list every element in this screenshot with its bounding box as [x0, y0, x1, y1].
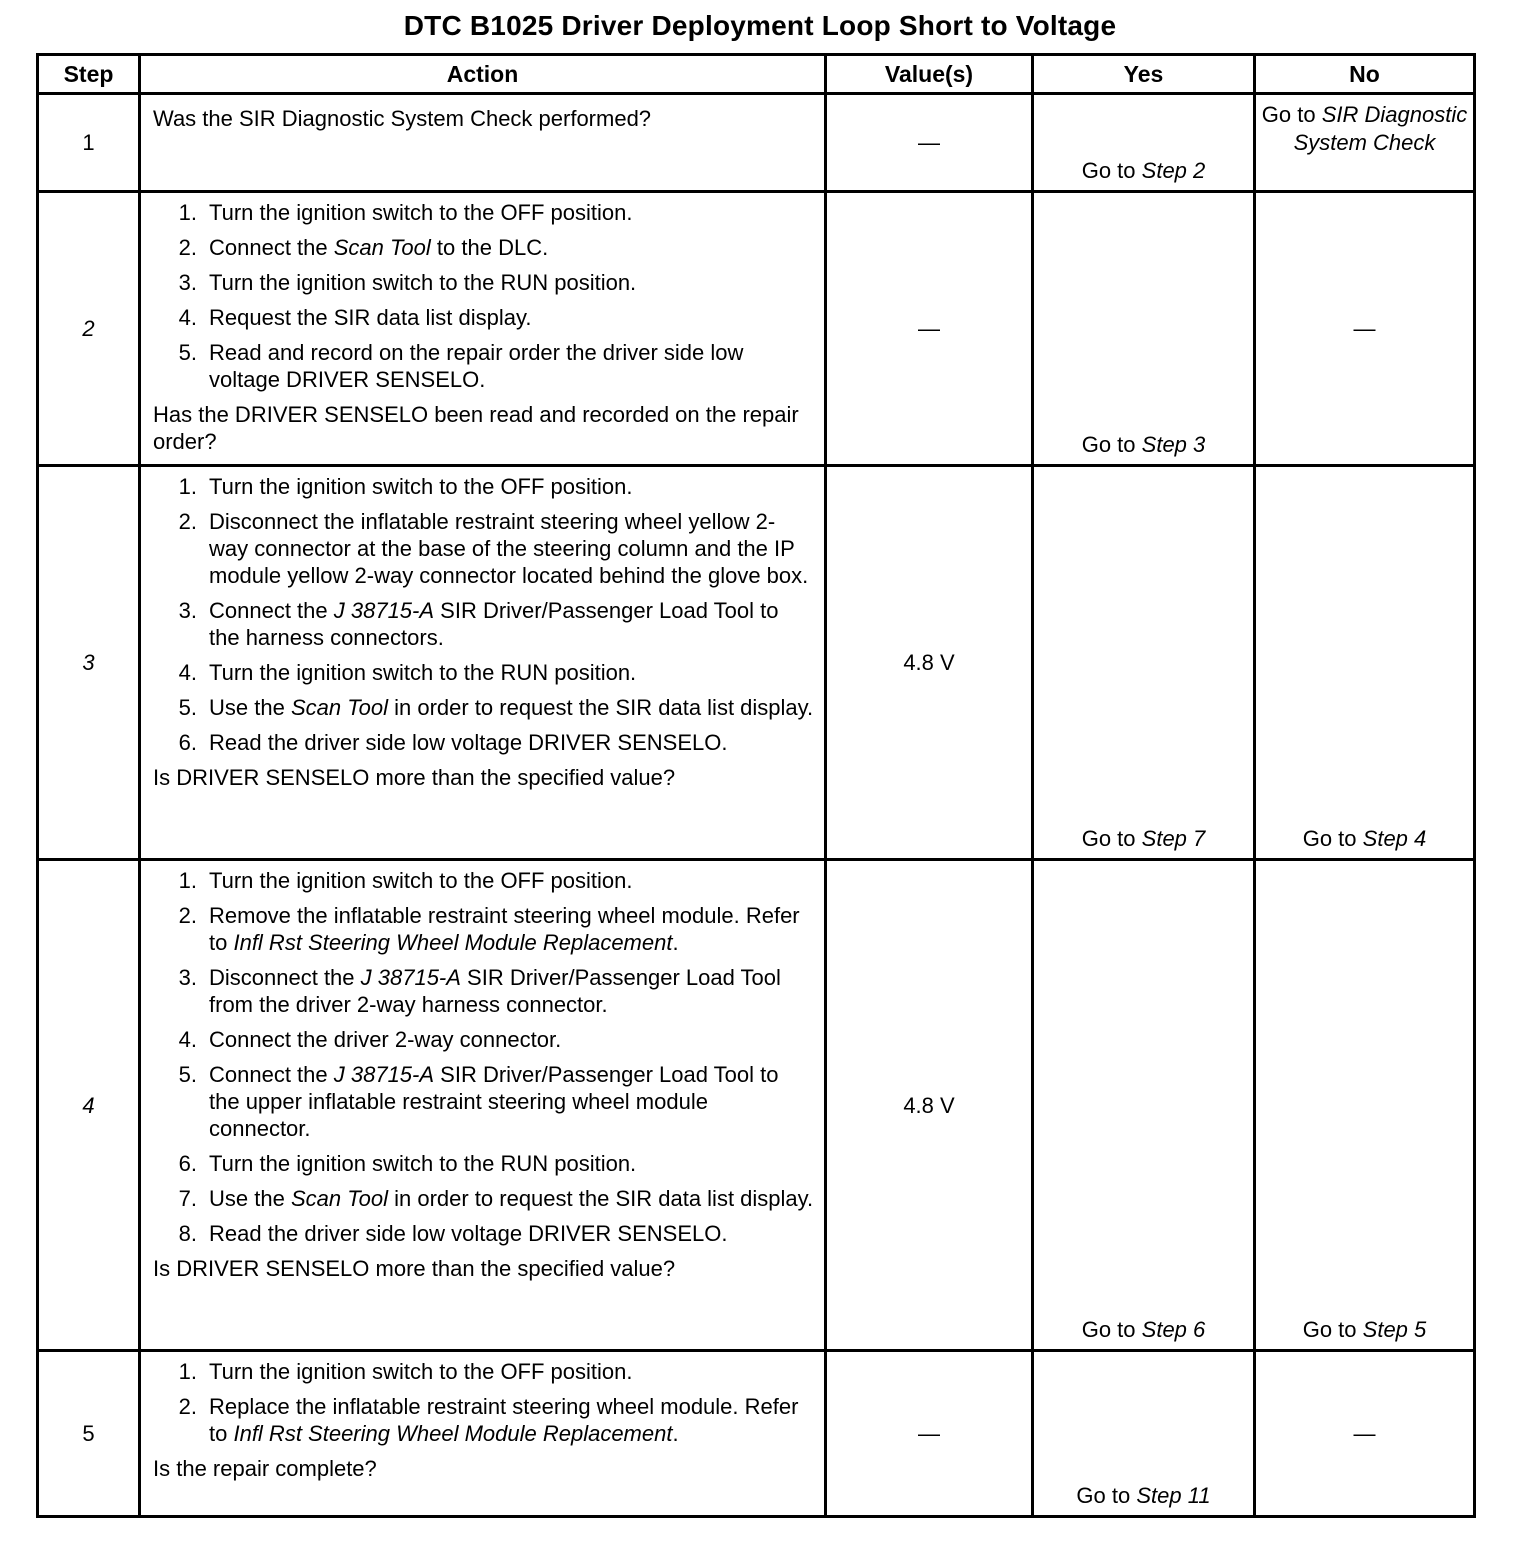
header-action: Action [140, 55, 826, 94]
yes-goto[interactable] [1082, 826, 1206, 851]
value-cell: — [826, 192, 1033, 466]
item-number: 3. [178, 598, 197, 623]
item-text: Read and record on the repair order the driver side low voltage DRIVER SENSELO. [209, 340, 744, 392]
table-row [38, 94, 1475, 192]
item-number: 1. [178, 474, 197, 499]
list-item [153, 1220, 814, 1247]
header-step: Step [38, 55, 140, 94]
no-goto[interactable] [1303, 1317, 1427, 1342]
item-text: Turn the ignition switch to the OFF position. [209, 200, 633, 225]
item-text: Turn the ignition switch to the RUN position. [209, 660, 637, 685]
yes-cell [1033, 860, 1255, 1351]
no-cell [1255, 860, 1475, 1351]
list-item [153, 1393, 814, 1447]
list-item [153, 339, 814, 393]
header-row [38, 55, 1475, 94]
list-item [153, 1358, 814, 1385]
goto-prefix: Go to [1081, 432, 1136, 457]
header-values: Value(s) [826, 55, 1033, 94]
item-number: 3. [178, 965, 197, 990]
list-item [153, 902, 814, 956]
item-text: Disconnect the inflatable restraint steering wheel yellow 2-way connector at the base of the steering column and the IP module yellow 2-way connector located behind the glove box. [209, 509, 809, 588]
yes-cell [1033, 466, 1255, 860]
item-number: 2. [178, 903, 197, 928]
list-item [153, 867, 814, 894]
item-number: 4. [178, 660, 197, 685]
value-cell: 4.8 V [826, 466, 1033, 860]
step-number: 5 [38, 1351, 140, 1517]
item-number: 2. [178, 1394, 197, 1419]
list-item [153, 508, 814, 589]
action-question: Has the DRIVER SENSELO been read and recorded on the repair order? [153, 402, 799, 454]
item-number: 1. [178, 200, 197, 225]
goto-prefix: Go to [1081, 158, 1136, 183]
diagnostic-table [36, 53, 1476, 1518]
goto-target: Step 5 [1362, 1317, 1427, 1342]
goto-prefix: Go to [1081, 826, 1136, 851]
action-steps [153, 867, 814, 1247]
goto-prefix: Go to [1261, 102, 1316, 127]
no-cell: — [1255, 192, 1475, 466]
item-number: 3. [178, 270, 197, 295]
item-number: 6. [178, 730, 197, 755]
item-number: 6. [178, 1151, 197, 1176]
header-no: No [1255, 55, 1475, 94]
item-text: Replace the inflatable restraint steering wheel module. Refer to Infl Rst Steering Wheel Module Replacement. [209, 1394, 799, 1446]
value-cell: — [826, 94, 1033, 192]
action-question: Was the SIR Diagnostic System Check performed? [153, 106, 652, 131]
action-cell [140, 1351, 826, 1517]
item-number: 5. [178, 340, 197, 365]
item-text: Connect the Scan Tool to the DLC. [209, 235, 549, 260]
item-number: 5. [178, 1062, 197, 1087]
action-cell [140, 860, 826, 1351]
action-steps [153, 199, 814, 393]
item-text: Turn the ignition switch to the OFF position. [209, 868, 633, 893]
item-number: 2. [178, 235, 197, 260]
step-number: 4 [38, 860, 140, 1351]
item-number: 8. [178, 1221, 197, 1246]
item-number: 1. [178, 868, 197, 893]
item-text: Use the Scan Tool in order to request the SIR data list display. [209, 695, 814, 720]
table-row [38, 466, 1475, 860]
list-item [153, 199, 814, 226]
list-item [153, 1150, 814, 1177]
goto-target: SIR Diagnostic System Check [1293, 102, 1468, 155]
list-item [153, 964, 814, 1018]
item-text: Turn the ignition switch to the RUN position. [209, 270, 637, 295]
item-number: 4. [178, 1027, 197, 1052]
list-item [153, 694, 814, 721]
list-item [153, 234, 814, 261]
goto-prefix: Go to [1302, 826, 1357, 851]
goto-target: Step 11 [1136, 1483, 1211, 1508]
list-item [153, 597, 814, 651]
value-cell: 4.8 V [826, 860, 1033, 1351]
list-item [153, 1026, 814, 1053]
item-text: Disconnect the J 38715-A SIR Driver/Passenger Load Tool from the driver 2-way harness connector. [209, 965, 781, 1017]
list-item [153, 304, 814, 331]
goto-target: Step 2 [1141, 158, 1206, 183]
item-number: 7. [178, 1186, 197, 1211]
no-goto[interactable] [1262, 102, 1467, 155]
goto-target: Step 4 [1362, 826, 1427, 851]
yes-goto[interactable] [1082, 1317, 1206, 1342]
item-text: Use the Scan Tool in order to request the SIR data list display. [209, 1186, 814, 1211]
action-cell [140, 466, 826, 860]
step-number: 2 [38, 192, 140, 466]
goto-target: Step 6 [1141, 1317, 1206, 1342]
item-text: Request the SIR data list display. [209, 305, 532, 330]
item-text: Read the driver side low voltage DRIVER SENSELO. [209, 1221, 728, 1246]
table-row [38, 860, 1475, 1351]
item-text: Turn the ignition switch to the OFF position. [209, 1359, 633, 1384]
yes-goto[interactable] [1082, 158, 1206, 183]
list-item [153, 1185, 814, 1212]
item-text: Connect the driver 2-way connector. [209, 1027, 562, 1052]
header-yes: Yes [1033, 55, 1255, 94]
item-number: 1. [178, 1359, 197, 1384]
goto-prefix: Go to [1076, 1483, 1131, 1508]
goto-target: Step 7 [1141, 826, 1206, 851]
goto-prefix: Go to [1302, 1317, 1357, 1342]
no-cell [1255, 94, 1475, 192]
list-item [153, 269, 814, 296]
item-text: Turn the ignition switch to the RUN position. [209, 1151, 637, 1176]
goto-target: Step 3 [1141, 432, 1206, 457]
value-cell: — [826, 1351, 1033, 1517]
item-number: 2. [178, 509, 197, 534]
yes-cell [1033, 1351, 1255, 1517]
action-question: Is DRIVER SENSELO more than the specified value? [153, 1256, 676, 1281]
item-text: Turn the ignition switch to the OFF position. [209, 474, 633, 499]
item-number: 5. [178, 695, 197, 720]
item-number: 4. [178, 305, 197, 330]
yes-goto[interactable] [1082, 432, 1206, 457]
list-item [153, 473, 814, 500]
step-number: 3 [38, 466, 140, 860]
list-item [153, 659, 814, 686]
step-number: 1 [38, 94, 140, 192]
action-steps [153, 1358, 814, 1447]
list-item [153, 1061, 814, 1142]
item-text: Connect the J 38715-A SIR Driver/Passenger Load Tool to the harness connectors. [209, 598, 779, 650]
yes-cell [1033, 192, 1255, 466]
action-steps [153, 473, 814, 756]
no-goto[interactable] [1303, 826, 1427, 851]
table-row [38, 1351, 1475, 1517]
item-text: Remove the inflatable restraint steering wheel module. Refer to Infl Rst Steering Wheel Module Replacement. [209, 903, 800, 955]
item-text: Read the driver side low voltage DRIVER SENSELO. [209, 730, 728, 755]
list-item [153, 729, 814, 756]
no-cell [1255, 466, 1475, 860]
action-question: Is DRIVER SENSELO more than the specified value? [153, 765, 676, 790]
page-title: DTC B1025 Driver Deployment Loop Short to Voltage [403, 10, 1117, 41]
table-row [38, 192, 1475, 466]
no-cell: — [1255, 1351, 1475, 1517]
yes-cell [1033, 94, 1255, 192]
item-text: Connect the J 38715-A SIR Driver/Passenger Load Tool to the upper inflatable restraint steering wheel module connector. [209, 1062, 779, 1141]
action-question: Is the repair complete? [153, 1456, 377, 1481]
action-cell [140, 94, 826, 192]
goto-prefix: Go to [1081, 1317, 1136, 1342]
yes-goto[interactable] [1076, 1483, 1210, 1508]
action-cell [140, 192, 826, 466]
